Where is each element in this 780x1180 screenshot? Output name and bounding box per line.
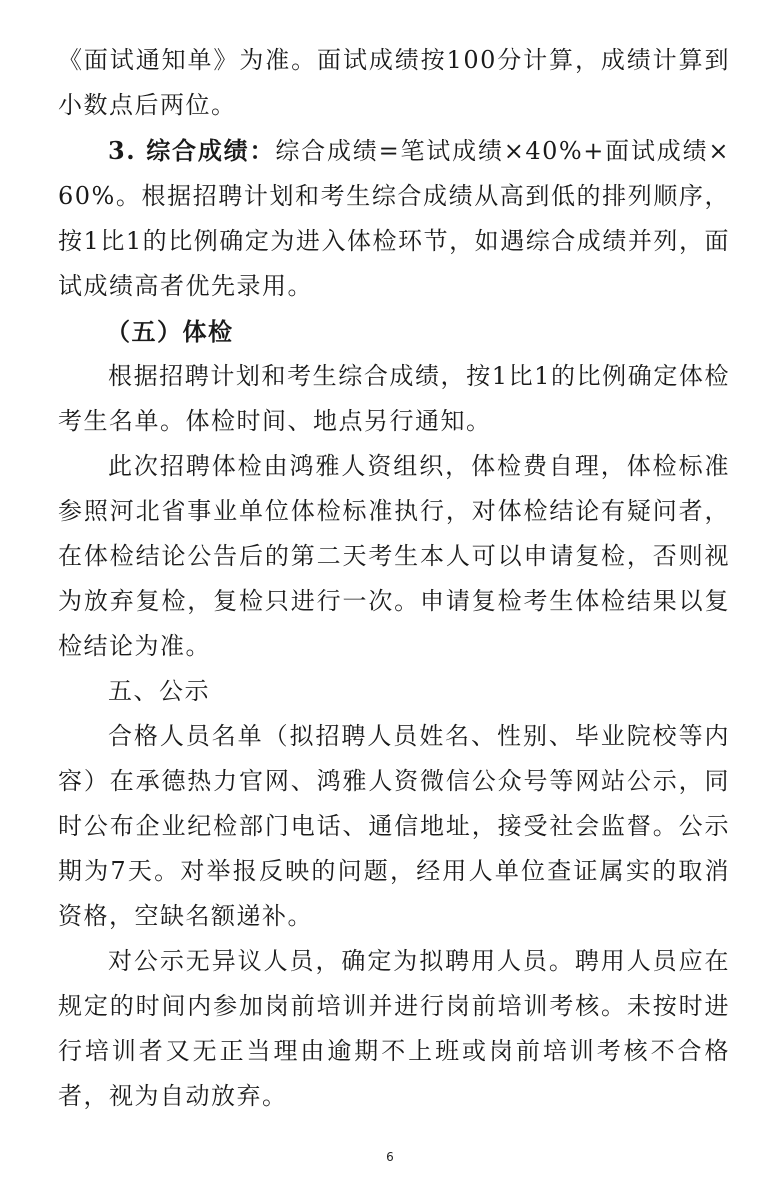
paragraph-exam-list: 根据招聘计划和考生综合成绩，按1比1的比例确定体检考生名单。体检时间、地点另行通知。 (58, 362, 730, 435)
heading-physical-exam: （五）体检 (106, 317, 234, 346)
paragraph-interview-score: 《面试通知单》为准。面试成绩按100分计算，成绩计算到小数点后两位。 (58, 46, 730, 119)
paragraph-employment: 对公示无异议人员，确定为拟聘用人员。聘用人员应在规定的时间内参加岗前培训并进行岗前培训考核。未按时进行培训者又无正当理由逾期不上班或岗前培训考核不合格者，视为自动放弃。 (58, 947, 730, 1110)
heading-publicity: 五、公示 (108, 677, 210, 705)
paragraph-publicity: 合格人员名单（拟招聘人员姓名、性别、毕业院校等内容）在承德热力官网、鸿雅人资微信公众号等网站公示，同时公布企业纪检部门电话、通信地址，接受社会监督。公示期为7天。对举报反映的问题，经用人单位查证属实的取消资格，空缺名额递补。 (58, 722, 730, 930)
page-number: 6 (386, 1150, 394, 1164)
paragraph-exam-rules: 此次招聘体检由鸿雅人资组织，体检费自理，体检标准参照河北省事业单位体检标准执行，对体检结论有疑问者，在体检结论公告后的第二天考生本人可以申请复检，否则视为放弃复检，复检只进行一次。申请复检考生体检结果以复检结论为准。 (58, 452, 730, 660)
composite-score-label: 3. 综合成绩： (108, 136, 276, 165)
document-page (58, 38, 730, 1119)
composite-score-text: 综合成绩=笔试成绩×40%+面试成绩×60%。根据招聘计划和考生综合成绩从高到低的排列顺序，按1比1的比例确定为进入体检环节，如遇综合成绩并列，面试成绩高者优先录用。 (58, 137, 731, 300)
paragraph-composite-score (58, 128, 730, 309)
